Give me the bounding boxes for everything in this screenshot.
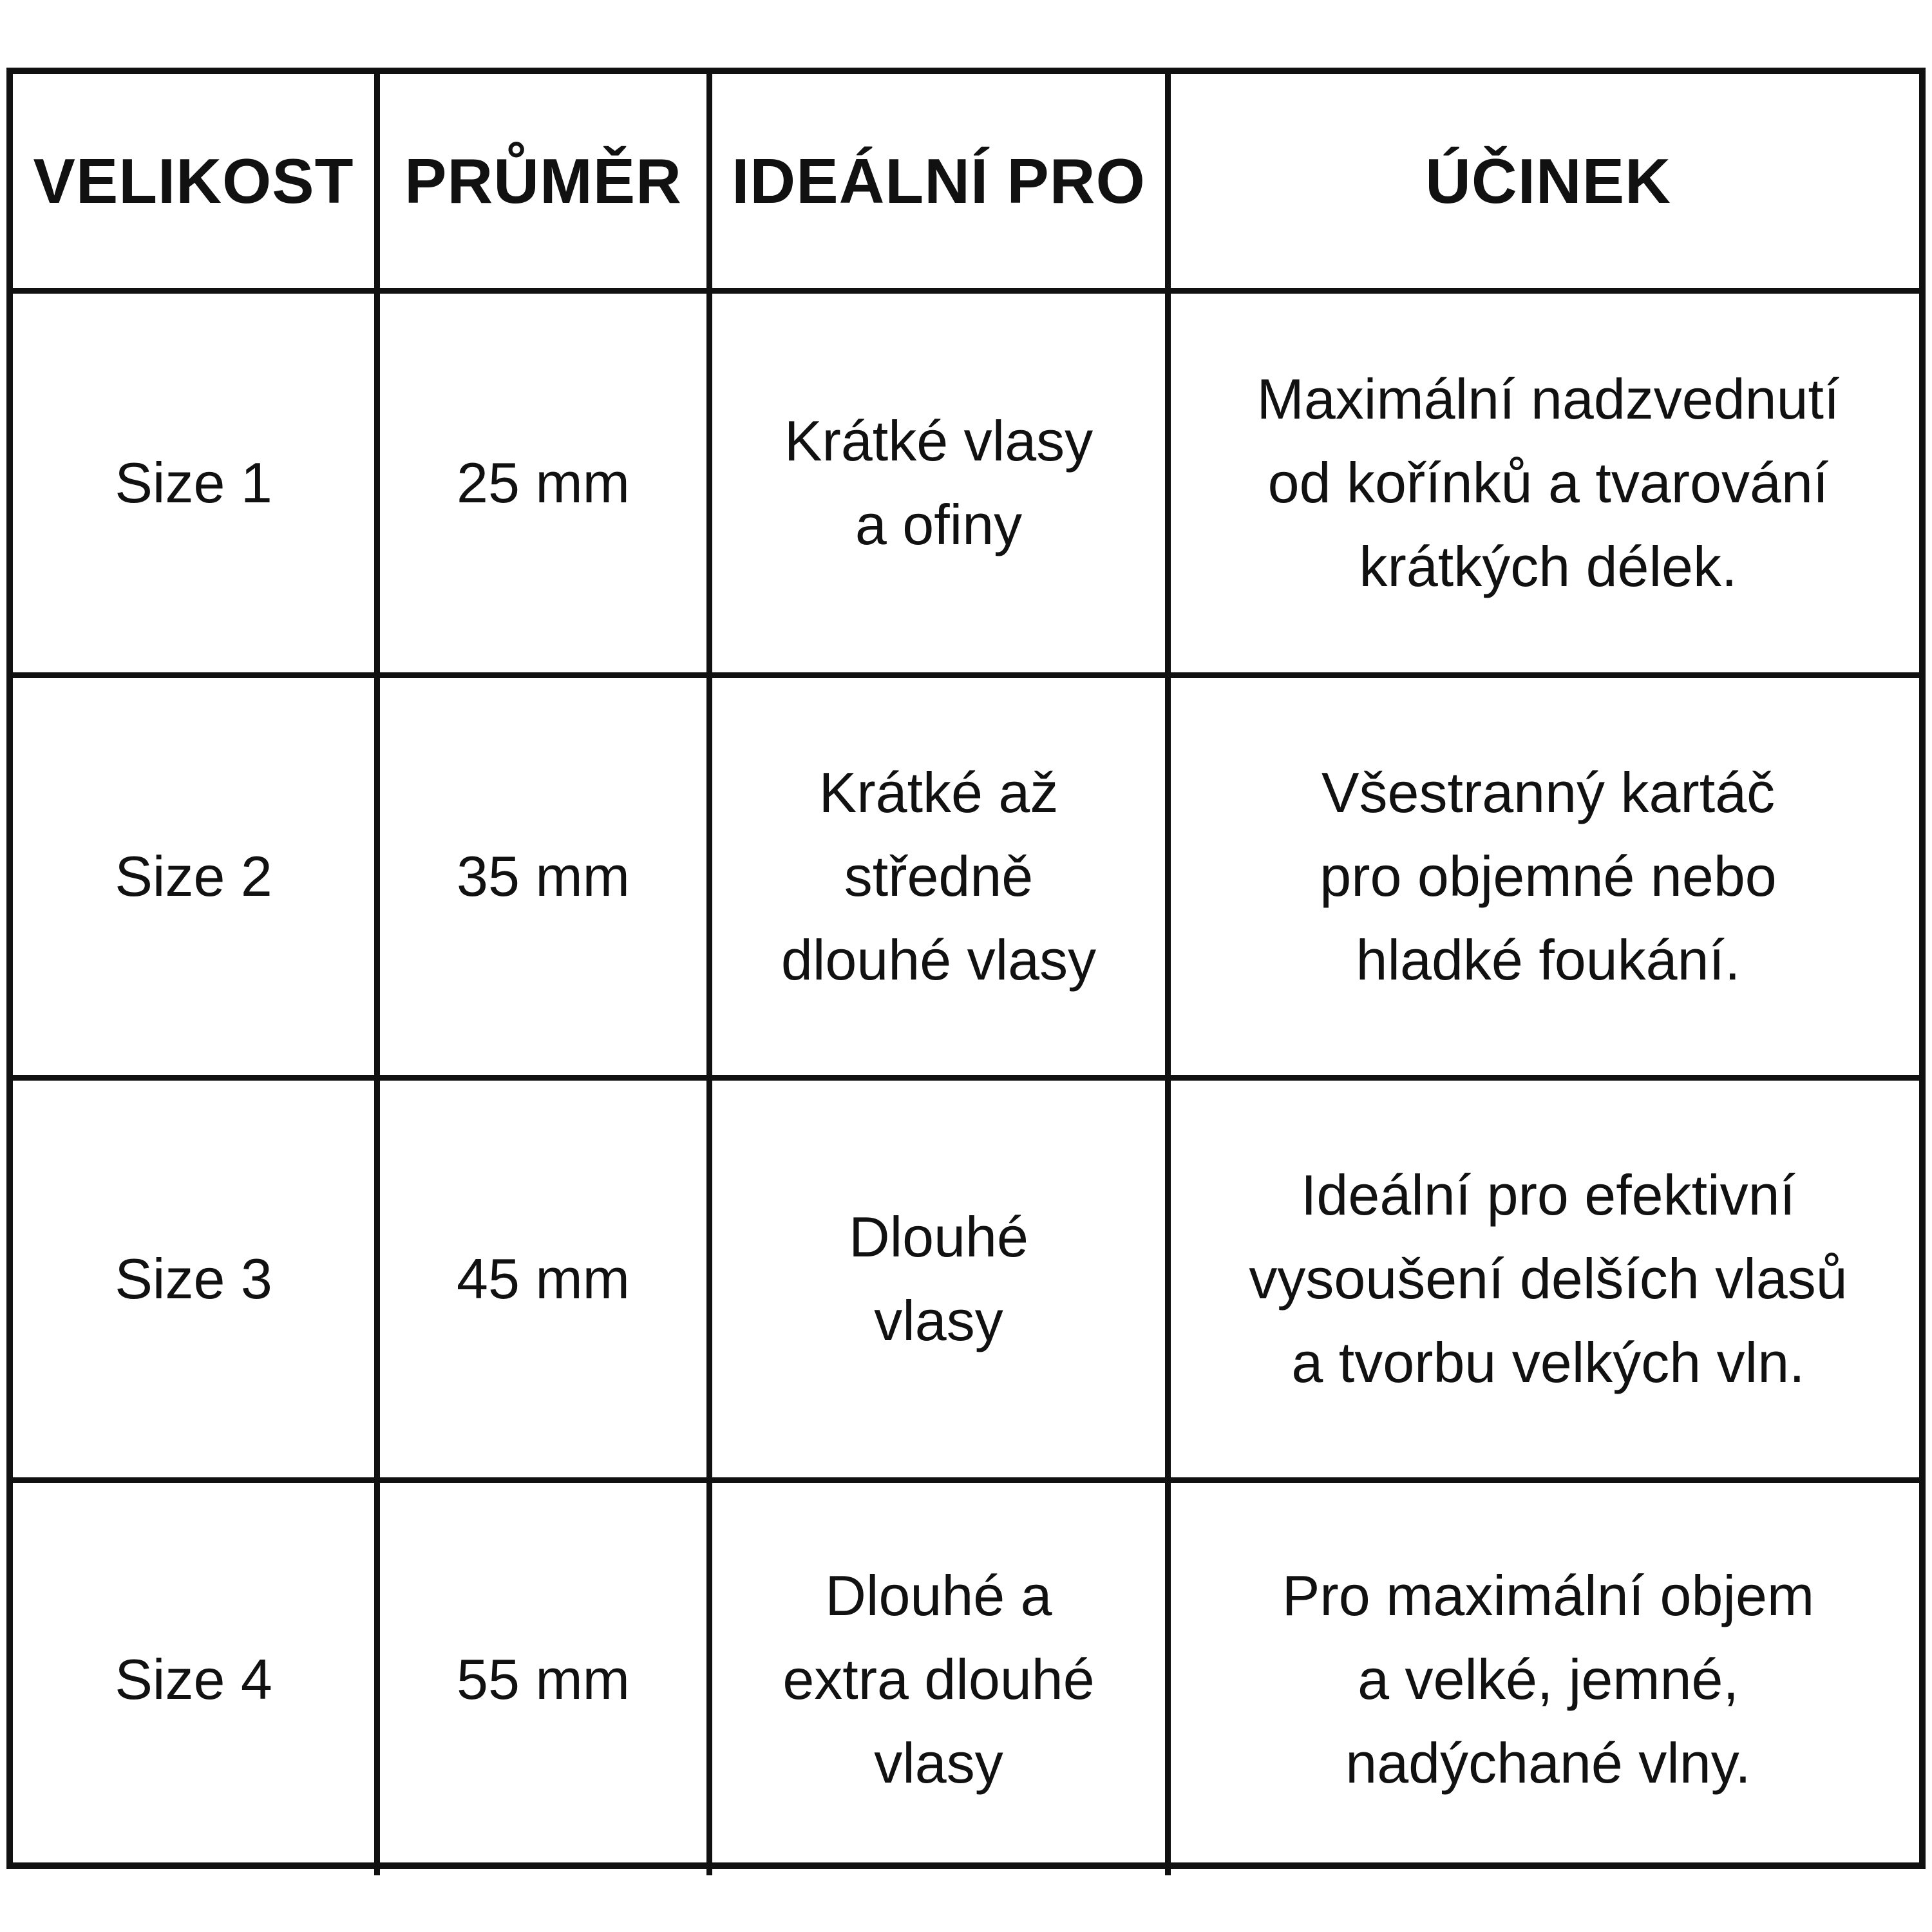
header-effect: ÚČINEK [1171,74,1926,294]
cell-diameter: 55 mm [380,1483,712,1875]
cell-ideal-for: Dlouhé vlasy [712,1081,1171,1483]
header-ideal-for: IDEÁLNÍ PRO [712,74,1171,294]
size-table [6,68,1926,1869]
cell-diameter: 35 mm [380,678,712,1081]
header-size: VELIKOST [13,74,380,294]
cell-diameter: 25 mm [380,294,712,678]
cell-size: Size 1 [13,294,380,678]
cell-diameter: 45 mm [380,1081,712,1483]
cell-ideal-for: Krátké až středně dlouhé vlasy [712,678,1171,1081]
cell-size: Size 2 [13,678,380,1081]
cell-size: Size 4 [13,1483,380,1875]
cell-size: Size 3 [13,1081,380,1483]
cell-ideal-for: Krátké vlasy a ofiny [712,294,1171,678]
cell-effect: Maximální nadzvednutí od kořínků a tvarování krátkých délek. [1171,294,1926,678]
header-diameter: PRŮMĚR [380,74,712,294]
cell-effect: Všestranný kartáč pro objemné nebo hladké foukání. [1171,678,1926,1081]
cell-ideal-for: Dlouhé a extra dlouhé vlasy [712,1483,1171,1875]
cell-effect: Pro maximální objem a velké, jemné, nadýchané vlny. [1282,1563,1815,1795]
cell-effect: Ideální pro efektivní vysoušení delších vlasů a tvorbu velkých vln. [1171,1081,1926,1483]
